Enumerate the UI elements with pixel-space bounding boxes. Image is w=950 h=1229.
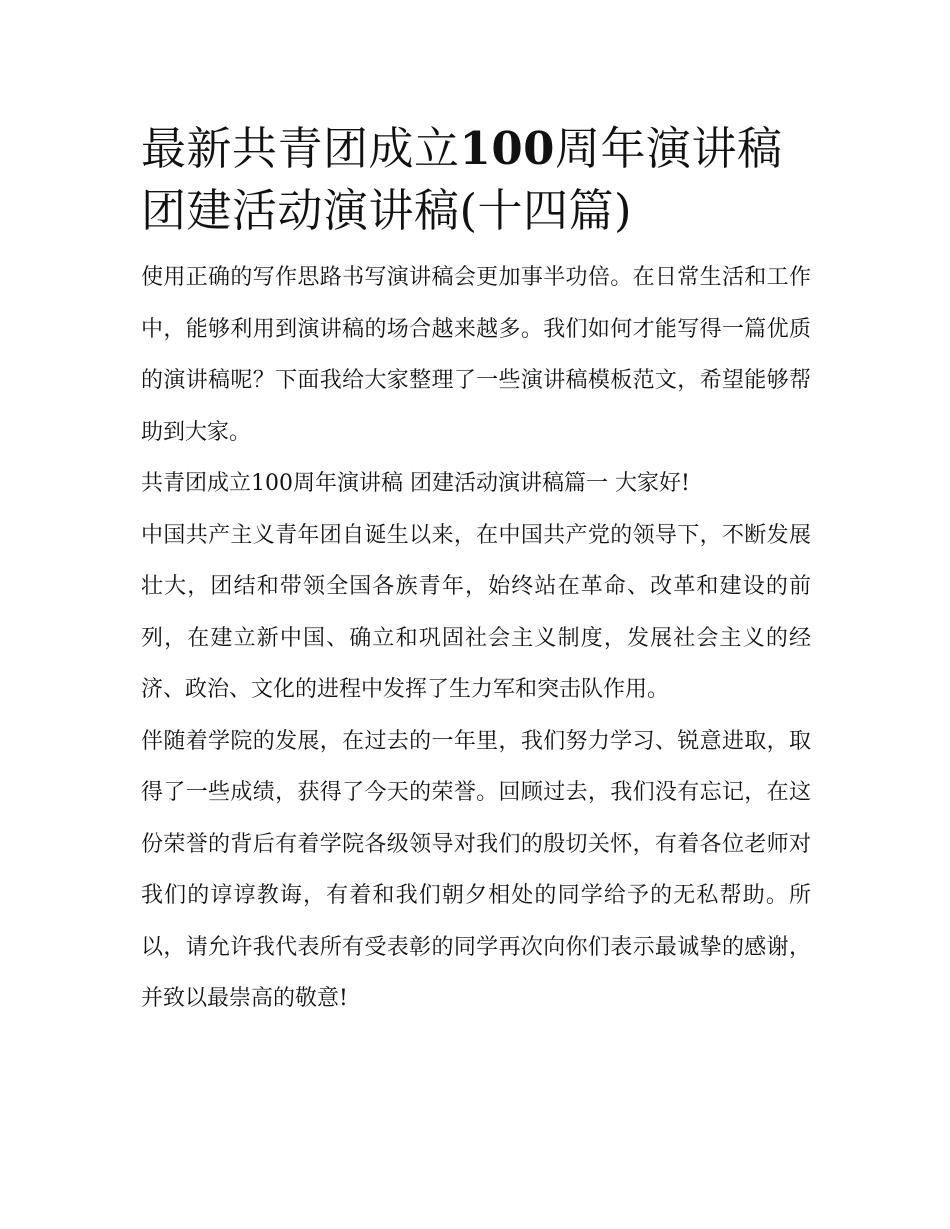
paragraph-history: 中国共产主义青年团自诞生以来，在中国共产党的领导下，不断发展壮大，团结和带领全国各族青年，始终站在革命、改革和建设的前列，在建立新中国、确立和巩固社会主义制度，发展社会主义的经济、政治、文化的进程中发挥了生力军和突击队作用。 xyxy=(141,522,811,702)
document-title xyxy=(141,118,811,242)
title-number: 100 xyxy=(459,122,555,175)
document-page xyxy=(141,118,811,1025)
document-body xyxy=(141,252,811,1025)
paragraph-section-heading: 共青团成立100周年演讲稿 团建活动演讲稿篇一 大家好! xyxy=(141,471,690,496)
title-part-2: 周年演讲稿 团建活动演讲稿(十四篇) xyxy=(141,122,783,237)
paragraph-thanks: 伴随着学院的发展，在过去的一年里，我们努力学习、锐意进取，取得了一些成绩，获得了今天的荣誉。回顾过去，我们没有忘记，在这份荣誉的背后有着学院各级领导对我们的殷切关怀，有着各位老师对我们的谆谆教诲，有着和我们朝夕相处的同学给予的无私帮助。所以，请允许我代表所有受表彰的同学再次向你们表示最诚挚的感谢，并致以最崇高的敬意! xyxy=(141,728,811,1011)
paragraph-intro: 使用正确的写作思路书写演讲稿会更加事半功倍。在日常生活和工作中，能够利用到演讲稿的场合越来越多。我们如何才能写得一篇优质的演讲稿呢？下面我给大家整理了一些演讲稿模板范文，希望能够帮助到大家。 xyxy=(141,265,811,445)
title-part-1: 最新共青团成立 xyxy=(141,122,460,175)
